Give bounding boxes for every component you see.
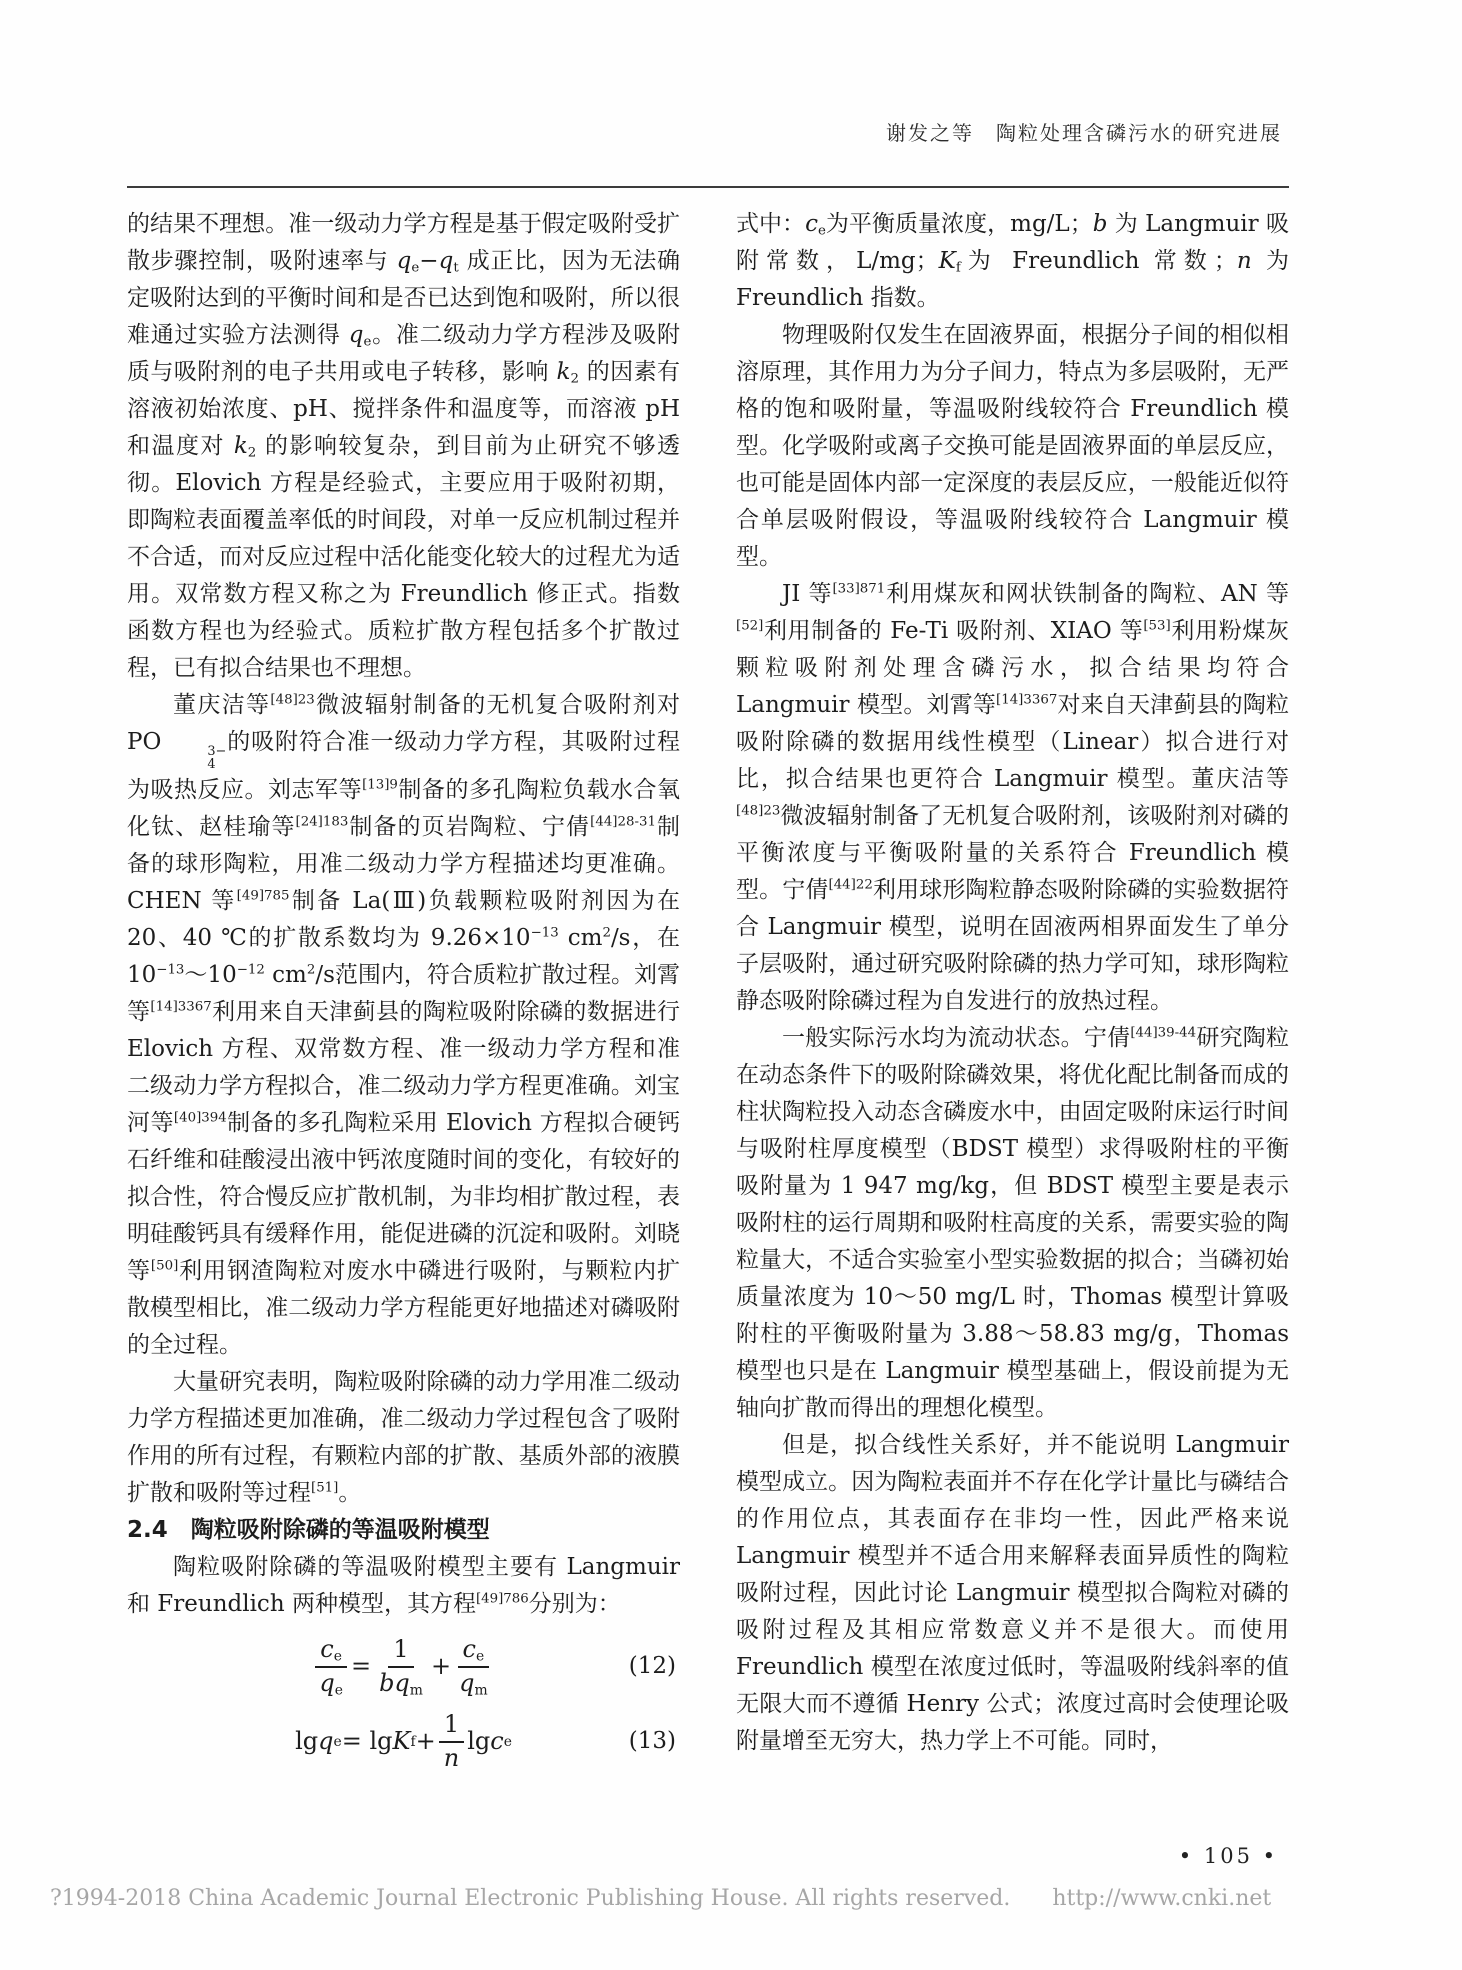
footer [50, 1886, 1271, 1911]
equation-12-number: (12) [628, 1653, 676, 1680]
two-column-body [127, 206, 1289, 1782]
paragraph: 物理吸附仅发生在固液界面，根据分子间的相似相溶原理，其作用力为分子间力，特点为多层吸附，无严格的饱和吸附量，等温吸附线较符合 Freundlich 模型。化学吸附或离子交换可能是固液界面的单层反应，也可能是固体内部一定深度的表层反应，一般能近似符合单层吸附假设，等温吸附线较符合 Langmuir 模型。 [736, 322, 1289, 570]
paragraph: 董庆洁等$^{[48]23}$微波辐射制备的无机复合吸附剂对PO 3− 4 的吸附符合准一级动力学方程，其吸附过程为吸热反应。刘志军等$^{[13]9}$制备的多孔陶粒负载水合氧化钛、赵桂瑜等$^{[24]183}$制备的页岩陶粒、宁倩$^{[44]28-31}$制备的球形陶粒，用准二级动力学方程描述均更准确。CHEN 等$^{[49]785}$制备 La(Ⅲ)负载颗粒吸附剂因为在 20、40 ℃的扩散系数均为 $9.26\times 10^{-13}$ $cm^2/s$，在 $10^{-13}\sim 10^{-12}$ $cm^2/s$范围内，符合质粒扩散过程。刘霄等$^{[14]3367}$利用来自天津蓟县的陶粒吸附除磷的数据进行 Elovich 方程、双常数方程、准一级动力学方程和准二级动力学方程拟合，准二级动力学方程更准确。刘宝河等$^{[40]394}$制备的多孔陶粒采用 Elovich 方程拟合硬钙石纤维和硅酸浸出液中钙浓度随时间的变化，有较好的拟合性，符合慢反应扩散机制，为非均相扩散过程，表明硅酸钙具有缓释作用，能促进磷的沉淀和吸附。刘晓等[50]利用钢渣陶粒对废水中磷进行吸附，与颗粒内扩散模型相比，准二级动力学方程能更好地描述对磷吸附的全过程。 [127, 692, 681, 1358]
left-column [127, 206, 680, 1782]
footer-copyright: ?1994-2018 China Academic Journal Electronic Publishing House. All rights reserved. [50, 1886, 1011, 1911]
equation-13-body: lg q e = lg K f + $\frac{1}{n}$ lg c e [295, 1710, 512, 1772]
equation-12-body: $\frac{c_e}{q_e}$ = $\frac{1}{bq_m}$ + $\frac{c_e}{q_m}$ [311, 1636, 495, 1697]
paragraph: 的结果不理想。准一级动力学方程是基于假定吸附受扩散步骤控制，吸附速率与 $q_e-q_t$ 成正比，因为无法确定吸附达到的平衡时间和是否已达到饱和吸附，所以很难通过实验方法测得 $q_e$。准二级动力学方程涉及吸附质与吸附剂的电子共用或电子转移，影响 $k_2$ 的因素有溶液初始浓度、pH、搅拌条件和温度等，而溶液 pH 和温度对 $k_2$ 的影响较复杂，到目前为止研究不够透彻。Elovich 方程是经验式，主要应用于吸附初期，即陶粒表面覆盖率低的时间段，对单一反应机制过程并不合适，而对反应过程中活化能变化较大的过程尤为适用。双常数方程又称之为 Freundlich 修正式。指数函数方程也为经验式。质粒扩散方程包括多个扩散过程，已有拟合结果也不理想。 [127, 211, 681, 681]
paragraph: 一般实际污水均为流动状态。宁倩$^{[44]39-44}$研究陶粒在动态条件下的吸附除磷效果，将优化配比制备而成的柱状陶粒投入动态含磷废水中，由固定吸附床运行时间与吸附柱厚度模型（BDST 模型）求得吸附柱的平衡吸附量为 1 947 mg/kg，但 BDST 模型主要是表示吸附柱的运行周期和吸附柱高度的关系，需要实验的陶粒量大，不适合实验室小型实验数据的拟合；当磷初始质量浓度为 10～50 mg/L 时，Thomas 模型计算吸附柱的平衡吸附量为 3.88～58.83 mg/g，Thomas 模型也只是在 Langmuir 模型基础上，假设前提为无轴向扩散而得出的理想化模型。 [736, 1025, 1290, 1421]
footer-url: http://www.cnki.net [1052, 1886, 1272, 1911]
page-number: • 105 • [1178, 1844, 1278, 1868]
section-heading-2-4: 2.4 陶粒吸附除磷的等温吸附模型 [127, 1516, 490, 1543]
header-rule [127, 186, 1289, 188]
equation-12 [127, 1636, 680, 1698]
equation-13 [127, 1711, 680, 1773]
paragraph: 大量研究表明，陶粒吸附除磷的动力学用准二级动力学方程描述更加准确，准二级动力学过程包含了吸附作用的所有过程，有颗粒内部的扩散、基质外部的液膜扩散和吸附等过程[51]。 [127, 1368, 680, 1506]
paragraph: 式中：$c_e$为平衡质量浓度，mg/L；b 为 Langmuir 吸附常数，L/mg；$K_f$为 Freundlich 常数；n 为 Freundlich 指数。 [736, 211, 1289, 311]
paragraph: JI 等$^{[33]871}$利用煤灰和网状铁制备的陶粒、AN 等[52]利用制备的 Fe-Ti 吸附剂、XIAO 等[53]利用粉煤灰颗粒吸附剂处理含磷污水，拟合结果均符合 Langmuir 模型。刘霄等$^{[14]3367}$对来自天津蓟县的陶粒吸附除磷的数据用线性模型（Linear）拟合进行对比，拟合结果也更符合 Langmuir 模型。董庆洁等$^{[48]23}$微波辐射制备了无机复合吸附剂，该吸附剂对磷的平衡浓度与平衡吸附量的关系符合 Freundlich 模型。宁倩$^{[44]22}$利用球形陶粒静态吸附除磷的实验数据符合 Langmuir 模型，说明在固液两相界面发生了单分子层吸附，通过研究吸附除磷的热力学可知，球形陶粒静态吸附除磷过程为自发进行的放热过程。 [736, 581, 1290, 1014]
equation-13-number: (13) [628, 1728, 676, 1755]
running-head: 谢发之等 陶粒处理含磷污水的研究进展 [886, 121, 1282, 145]
right-column [736, 206, 1289, 1782]
paragraph: 陶粒吸附除磷的等温吸附模型主要有 Langmuir 和 Freundlich 两种模型，其方程$^{[49]786}$分别为： [127, 1553, 680, 1617]
paragraph: 但是，拟合线性关系好，并不能说明 Langmuir 模型成立。因为陶粒表面并不存在化学计量比与磷结合的作用位点，其表面存在非均一性，因此严格来说 Langmuir 模型并不适合用来解释表面异质性的陶粒吸附过程，因此讨论 Langmuir 模型拟合陶粒对磷的吸附过程及其相应常数意义并不是很大。而使用 Freundlich 模型在浓度过低时，等温吸附线斜率的值无限大而不遵循 Henry 公式；浓度过高时会使理论吸附量增至无穷大，热力学上不可能。同时， [736, 1432, 1289, 1754]
